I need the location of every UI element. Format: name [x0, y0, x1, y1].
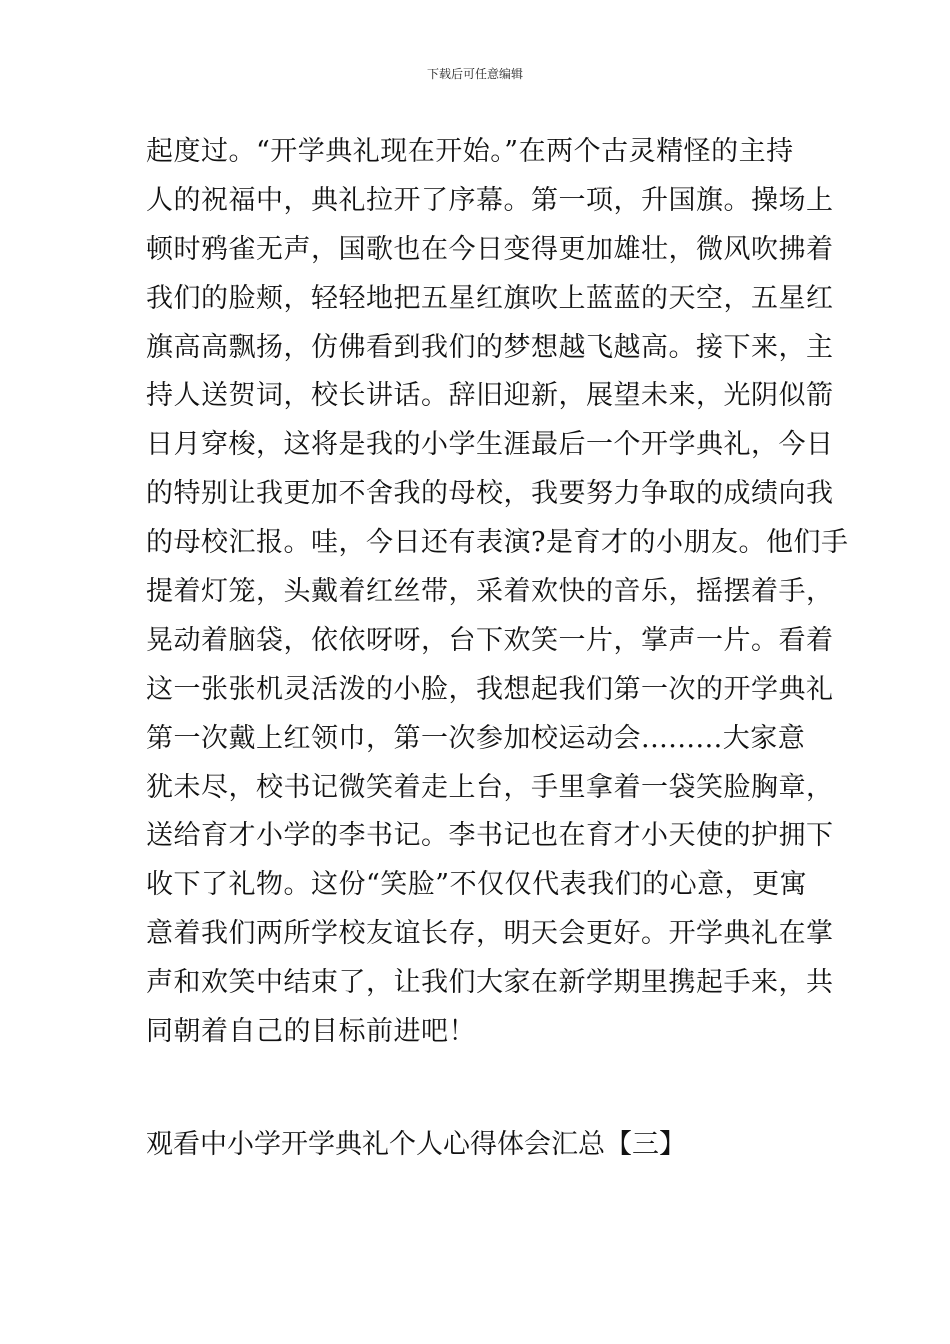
paragraph-line: 送给育才小学的李书记。李书记也在育才小天使的护拥下 [146, 820, 834, 852]
paragraph-line: 的特别让我更加不舍我的母校，我要努力争取的成绩向我 [146, 478, 834, 510]
paragraph-line: 日月穿梭，这将是我的小学生涯最后一个开学典礼，今日 [146, 429, 834, 461]
paragraph-line: 收下了礼物。这份“笑脸”不仅仅代表我们的心意，更寓 [146, 869, 808, 901]
paragraph-line: 人的祝福中，典礼拉开了序幕。第一项，升国旗。操场上 [146, 184, 834, 216]
paragraph-line: 旗高高飘扬，仿佛看到我们的梦想越飞越高。接下来，主 [146, 331, 834, 363]
paragraph-line: 犹未尽，校书记微笑着走上台，手里拿着一袋笑脸胸章， [146, 771, 834, 803]
paragraph-line: 持人送贺词，校长讲话。辞旧迎新，展望未来，光阴似箭 [146, 380, 834, 412]
page-header-note: 下载后可任意编辑 [426, 67, 523, 81]
section-heading: 观看中小学开学典礼个人心得体会汇总【三】 [146, 1129, 686, 1160]
body-paragraph [146, 128, 849, 1057]
paragraph-line: 这一张张机灵活泼的小脸，我想起我们第一次的开学典礼 [146, 673, 834, 705]
paragraph-line: 意着我们两所学校友谊长存，明天会更好。开学典礼在掌 [146, 918, 834, 950]
paragraph-line: 顿时鸦雀无声，国歌也在今日变得更加雄壮，微风吹拂着 [146, 233, 834, 265]
paragraph-line: 晃动着脑袋，依依呀呀，台下欢笑一片，掌声一片。看着 [146, 624, 834, 656]
paragraph-line: 起度过。“开学典礼现在开始。”在两个古灵精怪的主持 [146, 136, 794, 167]
paragraph-line: 声和欢笑中结束了，让我们大家在新学期里携起手来，共 [146, 967, 834, 999]
paragraph-line: 我们的脸颊，轻轻地把五星红旗吹上蓝蓝的天空，五星红 [146, 282, 834, 314]
paragraph-line: 第一次戴上红领巾，第一次参加校运动会.........大家意 [146, 722, 806, 754]
paragraph-line: 的母校汇报。哇，今日还有表演?是育才的小朋友。他们手 [146, 527, 849, 559]
paragraph-line: 同朝着自己的目标前进吧！ [146, 1016, 476, 1048]
paragraph-line: 提着灯笼，头戴着红丝带，采着欢快的音乐，摇摆着手， [146, 576, 834, 608]
